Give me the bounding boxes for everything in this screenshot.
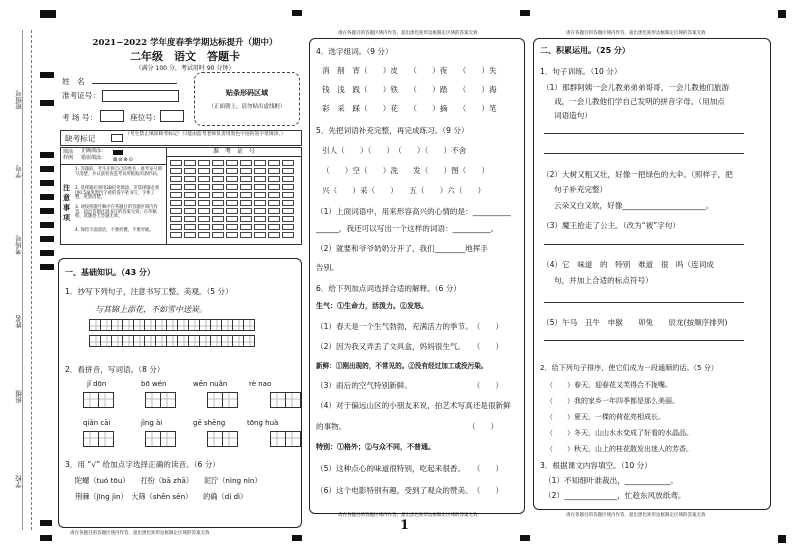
exam-no-field[interactable] [102, 90, 179, 102]
timing-mark [40, 166, 54, 172]
q1-4-line-b: 句，并加上合适的标点符号） [554, 276, 653, 285]
fill-wrong-label: 错误填涂： [81, 155, 107, 161]
q3-line-2[interactable]: 荆棘（jīng jìn） 大筛（shēn sēn） 的确（dí dì） [75, 492, 248, 501]
question-4: 4．选字组词。（9 分） [316, 47, 393, 56]
q5-row-3[interactable]: 兴（ ）采（ ） 五（ ）六（ ） [322, 186, 486, 195]
timing-mark [40, 72, 54, 78]
q6-sentence-3[interactable]: （3）雨后的空气特别新鲜。 （ ） [316, 381, 504, 390]
q3-2[interactable]: （2）______________，忙趁东风放纸鸢。 [544, 491, 686, 500]
margin-label-class: 班级 [15, 390, 23, 403]
order-item-1[interactable]: （ ）春天，迎春花又芙得合不拢嘴。 [546, 381, 672, 389]
copy-grid[interactable] [89, 335, 254, 347]
timing-mark [292, 10, 302, 16]
pinyin: bō wén [141, 380, 167, 388]
answer-line[interactable] [544, 244, 744, 245]
margin-label-name: 姓名 [15, 315, 23, 328]
margin-write-line [22, 30, 23, 530]
page-title: 2021−2022 学年度春季学期达标提升（期中） [92, 38, 278, 48]
copy-grid[interactable] [89, 319, 254, 331]
barcode-note: （正面朝上，请勿贴出虚线框） [208, 104, 286, 110]
pinyin: jìng ài [141, 419, 163, 427]
q4-row-3[interactable]: 彩 采 踩（ ）花 （ ）摘 （ ）笔 [322, 104, 497, 113]
absent-label: 缺考标记 [65, 134, 96, 143]
order-item-2[interactable]: （ ）我的家乡一年四季都是那么美丽。 [546, 397, 679, 405]
pinyin: gē shēng [193, 419, 226, 427]
col1-bottom-note: 请在各题目的答题区域内作答，超出黑色矩形边框限定区域的答案无效 [70, 531, 210, 536]
exam-no-label: 准考证号： [62, 91, 100, 100]
notice-box [60, 164, 167, 245]
q3-1[interactable]: （1）不知细叶谁裁出，____________。 [544, 476, 678, 485]
timing-mark [520, 535, 530, 541]
timing-mark [40, 194, 54, 200]
margin-label-school: 学校 [15, 475, 23, 488]
margin-label-student-no: 学号 [15, 165, 23, 178]
barcode-title: 贴条形码区域 [226, 89, 268, 97]
section-basic-knowledge [58, 258, 302, 528]
fill-example-box [60, 147, 167, 165]
timing-mark [40, 180, 54, 186]
timing-mark [778, 10, 786, 18]
q4-row-2[interactable]: 钱 浅 践（ ）铁 （ ）踏 （ ）海 [322, 85, 497, 94]
answer-line[interactable] [544, 340, 744, 341]
seat-no-field[interactable] [160, 110, 184, 122]
question-2: 2．给下列句子排序，使它们成为一段通顺的话。（5 分） [540, 363, 718, 372]
col3-bottom-note: 请在各题目的答题区域内作答，超出黑色矩形边框限定区域的答案无效 [566, 513, 706, 518]
q6-sentence-4b[interactable]: 的事物。 （ ） [316, 422, 499, 431]
notice-item-1: 1. 答题前，考生先将自己的姓名、准考证号填写清楚，并认真检查监考员所粘贴的条形码。 [75, 167, 163, 177]
section-title: 一、基础知识。（43 分） [65, 268, 155, 277]
pinyin-boxes-2[interactable] [83, 431, 300, 447]
timing-mark [40, 535, 52, 541]
timing-mark [40, 250, 54, 256]
pinyin: tōng huà [247, 419, 279, 427]
timing-mark [40, 208, 54, 214]
timing-mark [40, 520, 52, 526]
section-title: 二、积累运用。（25 分） [540, 46, 630, 55]
q6-sentence-2[interactable]: （2）因为我又弄丢了文具盒，妈妈很生气。 （ ） [316, 342, 504, 351]
q5-sub-2b: 告别。 [316, 263, 339, 272]
q5-sub-1[interactable]: （1）上面词语中，用来形容高兴的心情的是：__________ [316, 207, 511, 216]
question-2: 2．看拼音，写词语。（8 分） [65, 365, 165, 374]
q5-row-1[interactable]: 引人（ ）（ ） （ ）（ ）不舍 [322, 146, 467, 155]
timing-mark [292, 535, 302, 541]
q1-1-line-b: 戏，一会儿教他们学自己发明的拼音字母。（用加点 [554, 97, 725, 106]
copy-sentence: 与其锦上添花，不如雪中送炭。 [95, 305, 207, 314]
answer-line[interactable] [544, 302, 744, 303]
name-field[interactable] [92, 83, 177, 84]
pinyin-boxes-1[interactable] [83, 392, 300, 408]
fill-example-label: 填涂样例 [63, 149, 74, 161]
q1-2-line-a: （2）大树又粗又壮，好像一把绿色的大伞。（照样子，把 [542, 170, 733, 179]
question-3: 3．根据课文内容填空。（10 分） [540, 461, 652, 470]
absent-note: （考生禁止填涂缺考标记！只能由监考老师负责用黑色字迹的签字笔填涂。） [125, 132, 286, 137]
answer-line[interactable] [544, 133, 744, 134]
notice-item-2: 2. 选择题必须用2B铅笔填涂，非选择题必须用0.5毫米黑色字迹的签字笔书写，字体工整，笔迹清楚。 [75, 186, 160, 201]
margin-cut-line [31, 30, 32, 530]
q6-sentence-4a: （4）对于偏远山区的小朋友来说，拍艺术写真还是很新鲜 [316, 401, 511, 410]
section-middle [309, 38, 525, 514]
col2-top-note: 请在各题目的答题区域内作答，超出黑色矩形边框限定区域的答案无效 [338, 31, 478, 36]
pinyin: wēn nuǎn [193, 380, 228, 388]
question-6: 6．给下列加点词选择合适的解释。（6 分） [316, 284, 461, 293]
q6-definition-1: 生气：①生命力，活泼力。②发怒。 [316, 301, 428, 310]
answer-line[interactable] [544, 153, 744, 154]
q5-sub-2[interactable]: （2）就要和爷爷奶奶分开了，我们________地挥手 [316, 244, 488, 253]
pinyin: jǐ dōn [87, 380, 107, 388]
page-number: 1 [400, 518, 410, 533]
q6-definition-3: 特别：①格外；②与众不同，不普通。 [316, 442, 435, 451]
timing-mark [40, 222, 54, 228]
q1-1-line-c: 词语造句） [554, 111, 592, 120]
section-accumulation [533, 38, 771, 510]
col2-bottom-note: 请在各题目的答题区域内作答，超出黑色矩形边框限定区域的答案无效 [338, 513, 478, 518]
q6-sentence-1[interactable]: （1）春天是一个生气勃勃，充满活力的季节。 （ ） [316, 322, 504, 331]
q6-sentence-6[interactable]: （6）这个电影特别有趣，受到了观众的赞美。 （ ） [316, 486, 504, 495]
pinyin: rè nao [249, 380, 272, 388]
timing-mark [40, 100, 54, 106]
fill-correct-sample [113, 150, 123, 155]
q1-5: （5）午马 丑牛 申猴 卯兔 辰龙(按顺序排列) [542, 318, 728, 327]
notice-item-4: 4. 保持卡面清洁，不要折叠，不要弄破。 [75, 228, 154, 233]
q4-row-1[interactable]: 消 削 宵（ ）皮 （ ）夜 （ ）失 [322, 66, 497, 75]
exam-id-header: 准 考 证 号 [167, 148, 301, 157]
margin-label-class-no: 班级号 [15, 90, 23, 110]
seat-field[interactable] [100, 110, 124, 122]
notice-title: 注意事项 [63, 184, 70, 222]
question-5: 5．先把词语补充完整，再完成练习。（9 分） [316, 126, 469, 135]
absent-bubble[interactable] [111, 134, 123, 142]
page-note: （满分 100 分，考试用时 90 分钟） [135, 65, 235, 72]
q3-line-1[interactable]: 陀螺（tuó tōu） 打扮（bā zhā） 泥泞（nìng nín） [75, 476, 262, 485]
exam-id-bubbles[interactable] [167, 157, 301, 241]
notice-item-3: 3. 请按照题号顺序在各题目的答题区域内作答，超出答题区域书写的答案无效；在草稿纸、试题卷上答题无效。 [75, 205, 158, 220]
timing-mark [40, 152, 54, 158]
order-item-4[interactable]: （ ）冬天，山山水水变成了好看的水晶品。 [546, 429, 693, 437]
col3-top-note: 请在各题目的答题区域内作答，超出黑色矩形边框限定区域的答案无效 [566, 31, 706, 36]
question-1: 1．句子训练。（10 分） [540, 67, 622, 76]
q1-1-line-a: （1）那群阿姨一会儿教弟弟弟哥哥，一会儿教他们旅游 [542, 83, 730, 92]
timing-mark [40, 236, 54, 242]
question-1: 1．抄写下列句子，注意书写工整、美观。（5 分） [65, 287, 233, 296]
barcode-area [194, 72, 300, 126]
seat-label: 考 场 号： [62, 113, 98, 122]
page-subtitle: 二年级 语文 答题卡 [130, 50, 240, 63]
exam-id-grid [166, 147, 302, 245]
q5-row-2[interactable]: （ ）空（ ）洗 发（ ）图（ ） [322, 166, 490, 175]
seat-no-label: 座位号： [130, 113, 161, 122]
timing-mark [40, 264, 54, 270]
fill-correct-label: 正确填涂： [81, 148, 107, 154]
fill-wrong-sample: ⊠⊘⊗⊙ [113, 157, 134, 163]
pinyin: qiǎn cāi [83, 419, 111, 427]
timing-mark [40, 10, 56, 18]
name-label: 姓 名 [62, 77, 85, 86]
margin-label-room-no: 考场号 [15, 235, 23, 255]
q1-2-line-c[interactable]: 云朵又白又软，好像______________________。 [554, 201, 714, 210]
question-3: 3．用 “√” 给加点字选择正确的读音。（6 分） [65, 460, 220, 469]
order-item-3[interactable]: （ ）夏天，一棵的荷花亮相成长。 [546, 413, 665, 421]
absent-box [60, 130, 302, 146]
q1-4-line-a: （4）它 味道 的 特别 难道 很 吗（连词成 [542, 260, 714, 269]
q1-2-line-b: 句子补充完整） [554, 185, 608, 194]
q6-sentence-5[interactable]: （5）这种点心的味道很特别，吃起来很香。 （ ） [316, 464, 504, 473]
timing-mark [778, 535, 786, 543]
q5-sub-1b[interactable]: ______，我还可以写出一个这样的词语：__________。 [316, 224, 499, 233]
q6-definition-2: 新鲜：①刚出现的，不常见的。②没有经过加工或没污染。 [316, 362, 488, 370]
order-item-5[interactable]: （ ）秋天，山上的桂花散发出迷人的芳香。 [546, 445, 693, 453]
timing-mark [520, 10, 530, 16]
q1-3: （3）魔王抢走了公主。（改为“被”字句） [542, 221, 680, 230]
